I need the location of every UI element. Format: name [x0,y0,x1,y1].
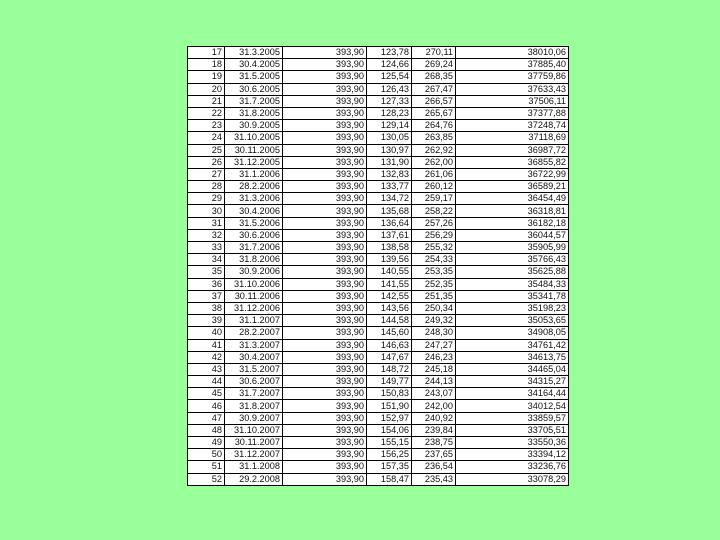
balance-cell: 33550,36 [456,437,569,449]
table-row [188,95,569,107]
payment-date-cell: 31.5.2007 [225,363,283,375]
payment-number-cell: 21 [188,95,225,107]
balance-cell: 34613,75 [456,351,569,363]
table-row [188,181,569,193]
principal-cell: 151,90 [367,400,412,412]
balance-cell: 35766,43 [456,254,569,266]
payment-date-cell: 30.6.2007 [225,376,283,388]
payment-number-cell: 38 [188,302,225,314]
payment-number-cell: 48 [188,424,225,436]
payment-date-cell: 31.7.2005 [225,95,283,107]
table-row [188,120,569,132]
principal-cell: 147,67 [367,351,412,363]
interest-cell: 255,32 [412,242,456,254]
payment-amount-cell: 393,90 [283,363,367,375]
balance-cell: 36855,82 [456,156,569,168]
payment-amount-cell: 393,90 [283,315,367,327]
payment-amount-cell: 393,90 [283,217,367,229]
table-row [188,278,569,290]
balance-cell: 37885,40 [456,59,569,71]
payment-number-cell: 29 [188,193,225,205]
principal-cell: 133,77 [367,181,412,193]
principal-cell: 141,55 [367,278,412,290]
balance-cell: 34761,42 [456,339,569,351]
interest-cell: 262,92 [412,144,456,156]
payment-date-cell: 28.2.2006 [225,181,283,193]
principal-cell: 135,68 [367,205,412,217]
principal-cell: 128,23 [367,107,412,119]
payment-number-cell: 18 [188,59,225,71]
table-row [188,71,569,83]
table-row [188,59,569,71]
principal-cell: 143,56 [367,302,412,314]
balance-cell: 33859,57 [456,412,569,424]
balance-cell: 36044,57 [456,229,569,241]
payment-number-cell: 43 [188,363,225,375]
payment-date-cell: 31.5.2006 [225,217,283,229]
table-row [188,47,569,59]
table-row [188,339,569,351]
principal-cell: 130,97 [367,144,412,156]
payment-schedule-body [188,47,569,486]
balance-cell: 35484,33 [456,278,569,290]
payment-amount-cell: 393,90 [283,181,367,193]
principal-cell: 144,58 [367,315,412,327]
principal-cell: 139,56 [367,254,412,266]
principal-cell: 125,54 [367,71,412,83]
payment-date-cell: 30.4.2007 [225,351,283,363]
table-row [188,205,569,217]
payment-amount-cell: 393,90 [283,83,367,95]
table-row [188,83,569,95]
payment-number-cell: 24 [188,132,225,144]
payment-amount-cell: 393,90 [283,449,367,461]
payment-amount-cell: 393,90 [283,229,367,241]
payment-amount-cell: 393,90 [283,437,367,449]
balance-cell: 36182,18 [456,217,569,229]
interest-cell: 256,29 [412,229,456,241]
interest-cell: 258,22 [412,205,456,217]
interest-cell: 239,84 [412,424,456,436]
interest-cell: 267,47 [412,83,456,95]
principal-cell: 127,33 [367,95,412,107]
principal-cell: 126,43 [367,83,412,95]
balance-cell: 36589,21 [456,181,569,193]
interest-cell: 243,07 [412,388,456,400]
interest-cell: 249,32 [412,315,456,327]
payment-amount-cell: 393,90 [283,95,367,107]
table-row [188,193,569,205]
payment-number-cell: 37 [188,290,225,302]
balance-cell: 33236,76 [456,461,569,473]
payment-number-cell: 41 [188,339,225,351]
principal-cell: 155,15 [367,437,412,449]
payment-amount-cell: 393,90 [283,327,367,339]
interest-cell: 236,54 [412,461,456,473]
payment-amount-cell: 393,90 [283,290,367,302]
interest-cell: 264,76 [412,120,456,132]
balance-cell: 35053,65 [456,315,569,327]
balance-cell: 34908,05 [456,327,569,339]
payment-amount-cell: 393,90 [283,388,367,400]
payment-amount-cell: 393,90 [283,424,367,436]
payment-date-cell: 31.10.2005 [225,132,283,144]
table-row [188,315,569,327]
table-row [188,449,569,461]
balance-cell: 33705,51 [456,424,569,436]
payment-amount-cell: 393,90 [283,400,367,412]
payment-number-cell: 32 [188,229,225,241]
interest-cell: 254,33 [412,254,456,266]
payment-date-cell: 31.10.2007 [225,424,283,436]
payment-amount-cell: 393,90 [283,144,367,156]
payment-number-cell: 39 [188,315,225,327]
table-row [188,363,569,375]
payment-number-cell: 19 [188,71,225,83]
principal-cell: 136,64 [367,217,412,229]
table-row [188,327,569,339]
table-row [188,290,569,302]
table-row [188,473,569,485]
payment-number-cell: 17 [188,47,225,59]
principal-cell: 130,05 [367,132,412,144]
payment-amount-cell: 393,90 [283,156,367,168]
payment-number-cell: 25 [188,144,225,156]
payment-number-cell: 42 [188,351,225,363]
table-row [188,144,569,156]
principal-cell: 129,14 [367,120,412,132]
balance-cell: 35625,88 [456,266,569,278]
principal-cell: 140,55 [367,266,412,278]
table-row [188,302,569,314]
table-row [188,168,569,180]
interest-cell: 238,75 [412,437,456,449]
payment-number-cell: 33 [188,242,225,254]
interest-cell: 270,11 [412,47,456,59]
payment-number-cell: 44 [188,376,225,388]
principal-cell: 123,78 [367,47,412,59]
payment-date-cell: 30.6.2006 [225,229,283,241]
payment-date-cell: 30.11.2006 [225,290,283,302]
payment-date-cell: 30.4.2006 [225,205,283,217]
interest-cell: 247,27 [412,339,456,351]
interest-cell: 261,06 [412,168,456,180]
payment-date-cell: 30.11.2005 [225,144,283,156]
balance-cell: 35905,99 [456,242,569,254]
table-row [188,217,569,229]
payment-amount-cell: 393,90 [283,461,367,473]
interest-cell: 245,18 [412,363,456,375]
balance-cell: 37377,88 [456,107,569,119]
payment-date-cell: 31.3.2006 [225,193,283,205]
payment-date-cell: 30.9.2007 [225,412,283,424]
balance-cell: 38010,06 [456,47,569,59]
principal-cell: 142,55 [367,290,412,302]
payment-amount-cell: 393,90 [283,278,367,290]
payment-number-cell: 35 [188,266,225,278]
payment-number-cell: 31 [188,217,225,229]
payment-amount-cell: 393,90 [283,254,367,266]
payment-date-cell: 31.12.2007 [225,449,283,461]
payment-amount-cell: 393,90 [283,193,367,205]
principal-cell: 138,58 [367,242,412,254]
balance-cell: 37759,86 [456,71,569,83]
interest-cell: 250,34 [412,302,456,314]
payment-date-cell: 30.4.2005 [225,59,283,71]
table-row [188,351,569,363]
payment-number-cell: 20 [188,83,225,95]
payment-amount-cell: 393,90 [283,59,367,71]
interest-cell: 257,26 [412,217,456,229]
interest-cell: 246,23 [412,351,456,363]
payment-number-cell: 28 [188,181,225,193]
table-row [188,229,569,241]
payment-number-cell: 51 [188,461,225,473]
balance-cell: 34012,54 [456,400,569,412]
payment-amount-cell: 393,90 [283,302,367,314]
balance-cell: 34164,44 [456,388,569,400]
payment-amount-cell: 393,90 [283,47,367,59]
payment-amount-cell: 393,90 [283,242,367,254]
interest-cell: 260,12 [412,181,456,193]
payment-date-cell: 28.2.2007 [225,327,283,339]
principal-cell: 124,66 [367,59,412,71]
interest-cell: 265,67 [412,107,456,119]
balance-cell: 36454,49 [456,193,569,205]
table-row [188,388,569,400]
payment-amount-cell: 393,90 [283,266,367,278]
table-row [188,107,569,119]
payment-date-cell: 31.5.2005 [225,71,283,83]
principal-cell: 149,77 [367,376,412,388]
payment-amount-cell: 393,90 [283,71,367,83]
payment-date-cell: 30.11.2007 [225,437,283,449]
interest-cell: 251,35 [412,290,456,302]
principal-cell: 132,83 [367,168,412,180]
table-row [188,376,569,388]
payment-number-cell: 47 [188,412,225,424]
table-row [188,132,569,144]
payment-date-cell: 31.8.2007 [225,400,283,412]
payment-amount-cell: 393,90 [283,339,367,351]
payment-number-cell: 27 [188,168,225,180]
balance-cell: 33394,12 [456,449,569,461]
payment-date-cell: 31.8.2005 [225,107,283,119]
payment-number-cell: 23 [188,120,225,132]
interest-cell: 248,30 [412,327,456,339]
principal-cell: 158,47 [367,473,412,485]
payment-date-cell: 31.10.2006 [225,278,283,290]
principal-cell: 154,06 [367,424,412,436]
payment-amount-cell: 393,90 [283,168,367,180]
principal-cell: 134,72 [367,193,412,205]
interest-cell: 242,00 [412,400,456,412]
balance-cell: 33078,29 [456,473,569,485]
table-row [188,424,569,436]
interest-cell: 244,13 [412,376,456,388]
balance-cell: 34465,04 [456,363,569,375]
table-row [188,400,569,412]
payment-amount-cell: 393,90 [283,351,367,363]
principal-cell: 131,90 [367,156,412,168]
interest-cell: 252,35 [412,278,456,290]
interest-cell: 268,35 [412,71,456,83]
balance-cell: 36987,72 [456,144,569,156]
interest-cell: 237,65 [412,449,456,461]
interest-cell: 253,35 [412,266,456,278]
principal-cell: 156,25 [367,449,412,461]
balance-cell: 34315,27 [456,376,569,388]
payment-date-cell: 31.1.2006 [225,168,283,180]
payment-schedule-table [187,46,569,486]
payment-number-cell: 50 [188,449,225,461]
payment-date-cell: 30.9.2005 [225,120,283,132]
balance-cell: 36722,99 [456,168,569,180]
balance-cell: 35198,23 [456,302,569,314]
payment-amount-cell: 393,90 [283,205,367,217]
principal-cell: 145,60 [367,327,412,339]
payment-number-cell: 34 [188,254,225,266]
payment-number-cell: 26 [188,156,225,168]
payment-date-cell: 31.3.2005 [225,47,283,59]
payment-amount-cell: 393,90 [283,376,367,388]
payment-number-cell: 30 [188,205,225,217]
payment-number-cell: 36 [188,278,225,290]
payment-date-cell: 31.12.2005 [225,156,283,168]
table-row [188,412,569,424]
table-row [188,254,569,266]
principal-cell: 137,61 [367,229,412,241]
balance-cell: 36318,81 [456,205,569,217]
balance-cell: 37248,74 [456,120,569,132]
payment-date-cell: 31.8.2006 [225,254,283,266]
payment-number-cell: 40 [188,327,225,339]
balance-cell: 37633,43 [456,83,569,95]
interest-cell: 235,43 [412,473,456,485]
principal-cell: 152,97 [367,412,412,424]
payment-amount-cell: 393,90 [283,132,367,144]
table-row [188,266,569,278]
payment-amount-cell: 393,90 [283,107,367,119]
payment-date-cell: 31.7.2006 [225,242,283,254]
balance-cell: 35341,78 [456,290,569,302]
payment-amount-cell: 393,90 [283,120,367,132]
interest-cell: 259,17 [412,193,456,205]
principal-cell: 157,35 [367,461,412,473]
payment-date-cell: 30.9.2006 [225,266,283,278]
interest-cell: 240,92 [412,412,456,424]
table-row [188,156,569,168]
payment-amount-cell: 393,90 [283,412,367,424]
payment-date-cell: 31.1.2007 [225,315,283,327]
balance-cell: 37118,69 [456,132,569,144]
payment-number-cell: 49 [188,437,225,449]
principal-cell: 146,63 [367,339,412,351]
balance-cell: 37506,11 [456,95,569,107]
payment-date-cell: 31.7.2007 [225,388,283,400]
table-row [188,437,569,449]
payment-date-cell: 29.2.2008 [225,473,283,485]
payment-date-cell: 30.6.2005 [225,83,283,95]
payment-number-cell: 52 [188,473,225,485]
payment-date-cell: 31.3.2007 [225,339,283,351]
interest-cell: 262,00 [412,156,456,168]
interest-cell: 266,57 [412,95,456,107]
payment-date-cell: 31.12.2006 [225,302,283,314]
payment-number-cell: 45 [188,388,225,400]
payment-date-cell: 31.1.2008 [225,461,283,473]
payment-number-cell: 22 [188,107,225,119]
payment-number-cell: 46 [188,400,225,412]
table-row [188,242,569,254]
interest-cell: 263,85 [412,132,456,144]
interest-cell: 269,24 [412,59,456,71]
principal-cell: 150,83 [367,388,412,400]
principal-cell: 148,72 [367,363,412,375]
table-row [188,461,569,473]
payment-amount-cell: 393,90 [283,473,367,485]
